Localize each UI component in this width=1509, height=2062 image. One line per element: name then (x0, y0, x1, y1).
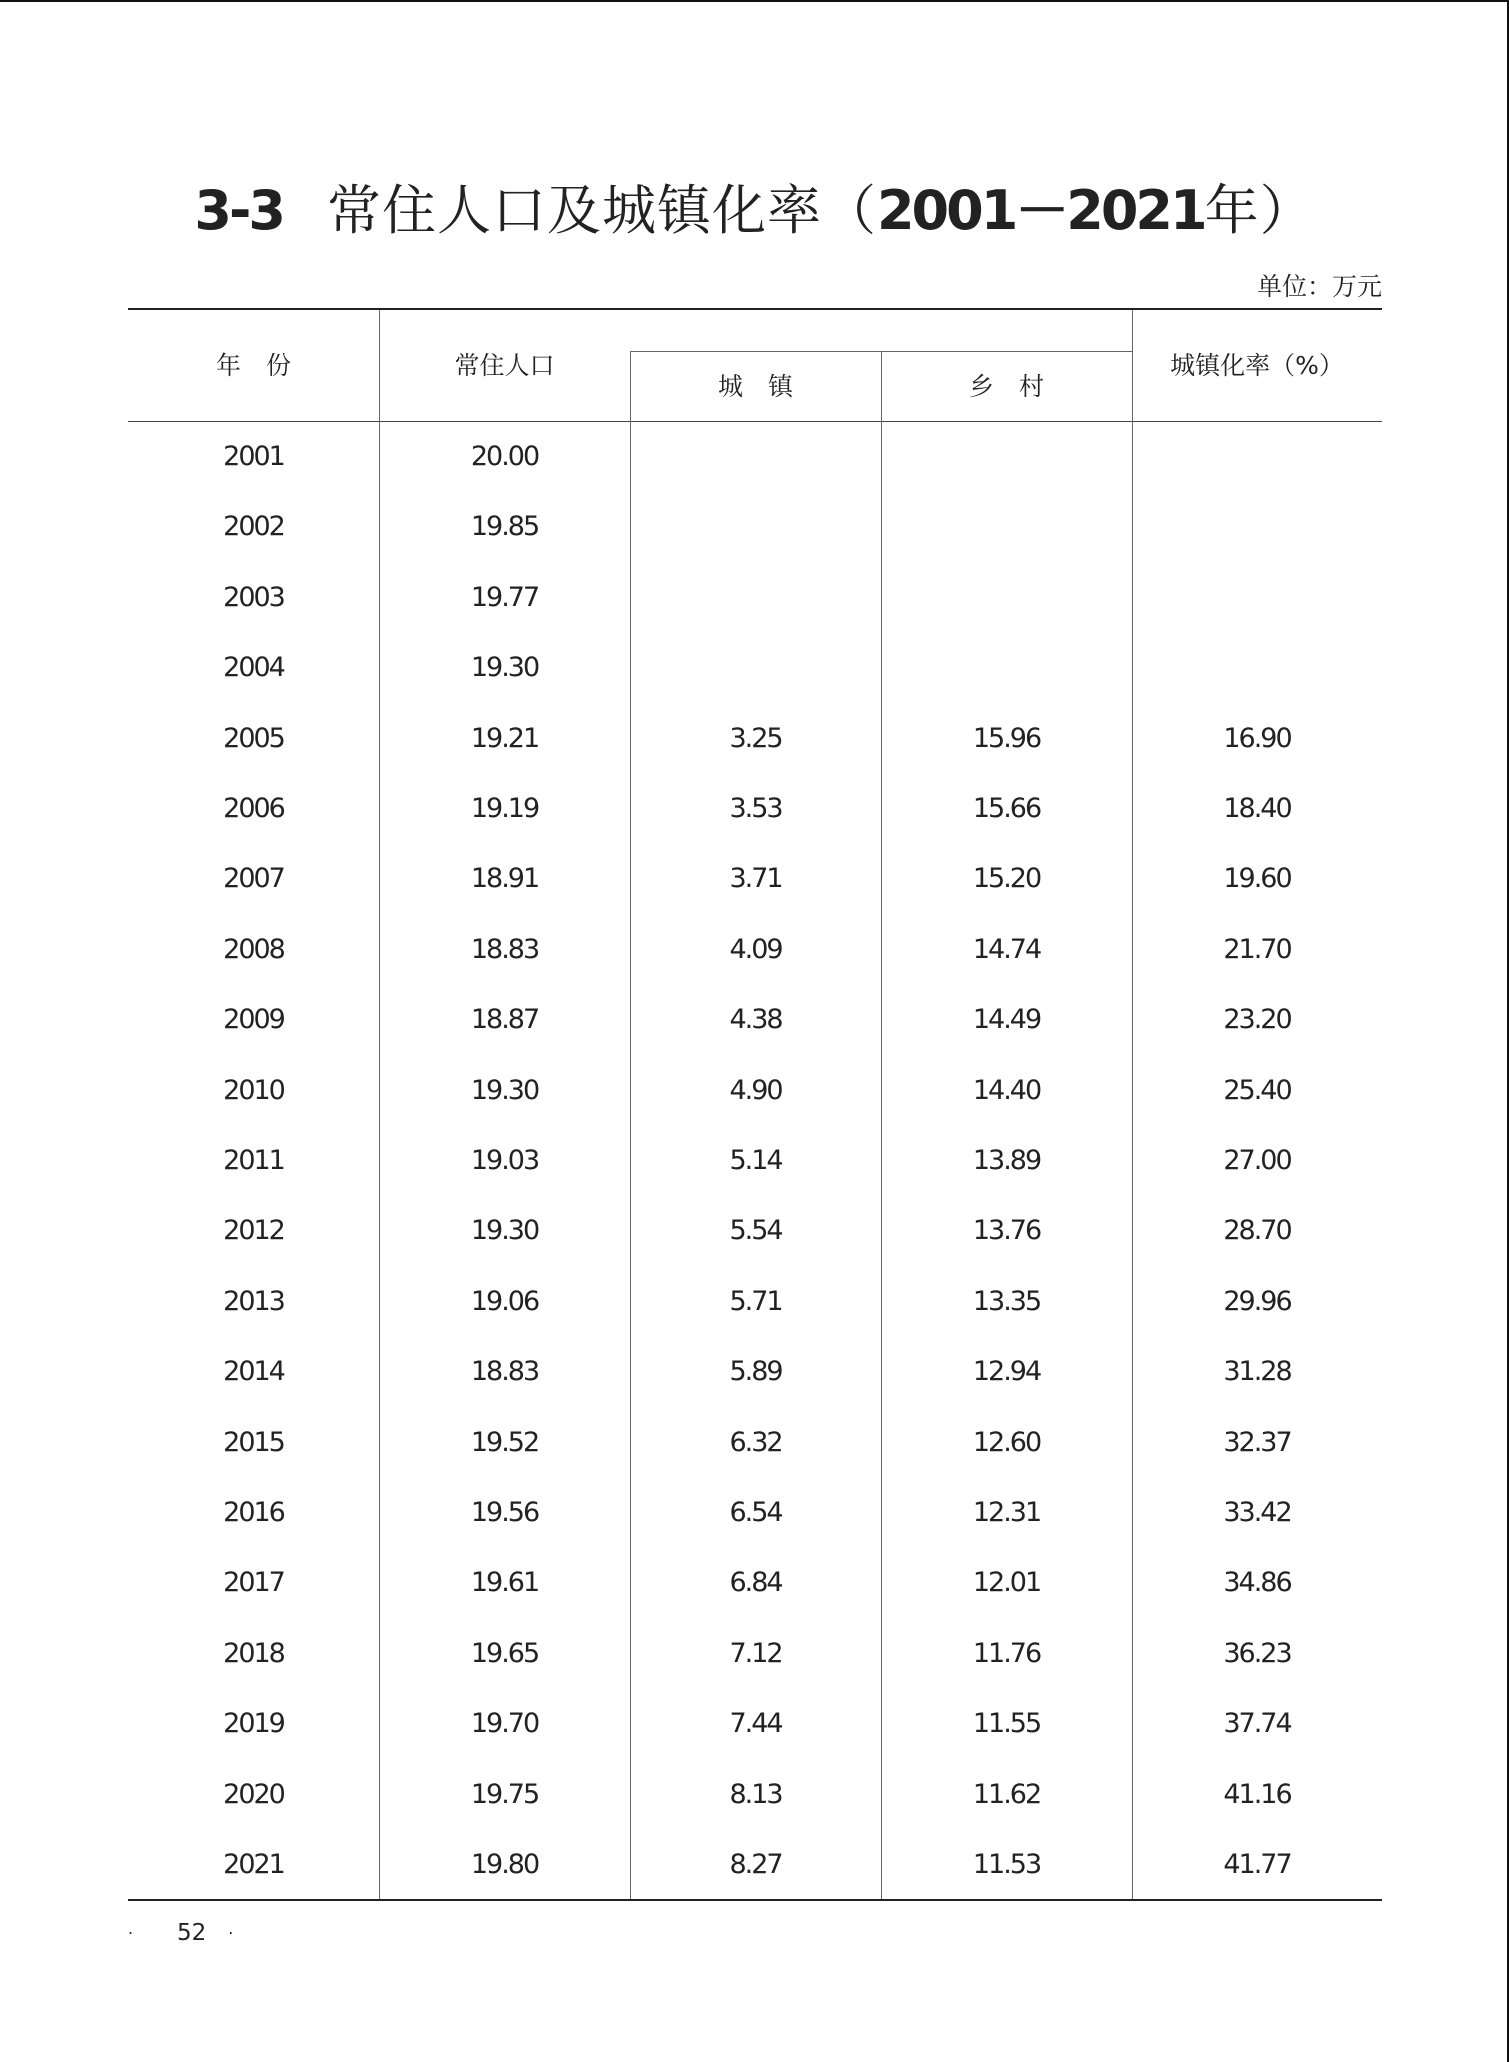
cell-urban: 8.13 (729, 1778, 782, 1810)
table-row (128, 1056, 1382, 1126)
cell-rural (881, 633, 1132, 703)
cell-population: 19.80 (470, 1849, 539, 1880)
table-row (128, 1267, 1382, 1337)
cell-population: 18.87 (470, 1004, 539, 1036)
cell-population: 19.52 (470, 1426, 539, 1458)
cell-rural: 15.20 (972, 863, 1041, 895)
cell-urbanization-rate (1132, 492, 1382, 562)
cell-rural: 11.76 (972, 1637, 1041, 1669)
cell-urbanization-rate: 29.96 (1223, 1285, 1291, 1317)
cell-population: 18.83 (470, 1356, 539, 1388)
cell-population: 19.70 (470, 1708, 539, 1740)
page-footer (128, 1917, 233, 1950)
cell-urban: 3.71 (729, 863, 782, 895)
cell-year: 2019 (223, 1708, 284, 1740)
cell-year: 2002 (223, 511, 284, 543)
cell-population: 19.30 (470, 1215, 539, 1247)
cell-rural (881, 492, 1132, 562)
cell-urbanization-rate (1132, 563, 1382, 633)
cell-year: 2012 (223, 1215, 284, 1247)
table-number: 3-3 (194, 179, 283, 242)
cell-year: 2003 (223, 581, 284, 613)
table-row (128, 1478, 1382, 1548)
cell-urbanization-rate: 16.90 (1223, 722, 1291, 754)
cell-urban: 6.84 (729, 1567, 782, 1599)
cell-urbanization-rate (1132, 633, 1382, 703)
cell-year: 2017 (223, 1567, 284, 1599)
cell-urban: 3.25 (729, 722, 782, 754)
cell-year: 2018 (223, 1637, 284, 1669)
cell-rural: 13.89 (972, 1145, 1041, 1176)
table-row (128, 422, 1382, 492)
page-title (0, 178, 1509, 244)
table-row (128, 1830, 1382, 1900)
cell-rural: 15.96 (972, 722, 1041, 754)
cell-rural (881, 422, 1132, 492)
cell-urbanization-rate (1132, 422, 1382, 492)
cell-urbanization-rate: 18.40 (1223, 793, 1291, 824)
header-year: 年 份 (215, 351, 291, 380)
cell-rural: 13.76 (972, 1215, 1041, 1247)
header-population: 常住人口 (454, 351, 555, 380)
cell-population: 19.06 (470, 1285, 539, 1317)
footer-bullet: · (228, 1923, 234, 1943)
table-row (128, 1760, 1382, 1830)
cell-urban (630, 492, 881, 562)
cell-year: 2009 (223, 1004, 284, 1036)
cell-urbanization-rate: 34.86 (1223, 1567, 1291, 1599)
table-row (128, 1196, 1382, 1266)
table-row (128, 844, 1382, 914)
cell-population: 19.85 (470, 511, 539, 543)
cell-population: 19.03 (470, 1145, 539, 1176)
cell-year: 2021 (223, 1849, 284, 1880)
table-row (128, 492, 1382, 562)
cell-year: 2016 (223, 1497, 284, 1528)
header-urban: 城 镇 (717, 372, 793, 401)
cell-rural: 13.35 (972, 1285, 1041, 1317)
cell-population: 19.65 (470, 1637, 539, 1669)
cell-urban: 5.89 (729, 1356, 782, 1388)
table-row (128, 704, 1382, 774)
cell-year: 2014 (223, 1356, 284, 1388)
cell-urban: 7.12 (729, 1637, 782, 1669)
table-top-rule (128, 308, 1382, 310)
cell-urban: 5.54 (729, 1215, 782, 1247)
footer-bullet: · (128, 1923, 134, 1943)
cell-population: 19.21 (470, 722, 539, 754)
cell-urban: 6.54 (729, 1497, 782, 1528)
page-number: 52 (176, 1920, 207, 1946)
cell-year: 2001 (223, 441, 284, 472)
unit-label: 单位：万元 (1256, 272, 1382, 301)
table-row (128, 1126, 1382, 1196)
cell-urbanization-rate: 33.42 (1223, 1497, 1291, 1528)
cell-population: 19.75 (470, 1778, 539, 1810)
cell-rural: 11.55 (972, 1708, 1041, 1740)
cell-urban: 7.44 (729, 1708, 782, 1740)
cell-urbanization-rate: 37.74 (1223, 1708, 1291, 1740)
cell-population: 18.91 (470, 863, 539, 895)
title-text: 常住人口及城镇化率（ (326, 179, 877, 242)
cell-rural (881, 563, 1132, 633)
table-row (128, 1689, 1382, 1759)
cell-rural: 14.40 (972, 1074, 1041, 1106)
cell-year: 2005 (223, 722, 284, 754)
cell-urbanization-rate: 25.40 (1223, 1074, 1291, 1106)
cell-urbanization-rate: 32.37 (1223, 1426, 1291, 1458)
title-years: 2001－2021 (876, 179, 1205, 242)
cell-urbanization-rate: 36.23 (1223, 1637, 1291, 1669)
cell-urban: 3.53 (729, 793, 782, 824)
cell-urbanization-rate: 41.16 (1223, 1778, 1291, 1810)
cell-urban (630, 633, 881, 703)
cell-urbanization-rate: 41.77 (1223, 1849, 1291, 1880)
cell-urbanization-rate: 21.70 (1223, 933, 1291, 965)
cell-population: 19.30 (470, 652, 539, 684)
cell-urbanization-rate: 27.00 (1223, 1145, 1291, 1176)
table-row (128, 1548, 1382, 1618)
table-row (128, 1337, 1382, 1407)
cell-year: 2006 (223, 793, 284, 824)
cell-population: 18.83 (470, 933, 539, 965)
header-urbanization-rate: 城镇化率（%） (1170, 351, 1344, 380)
cell-urbanization-rate: 28.70 (1223, 1215, 1291, 1247)
cell-rural: 11.53 (972, 1849, 1041, 1880)
cell-urban: 6.32 (729, 1426, 782, 1458)
cell-urban: 4.38 (729, 1004, 782, 1036)
cell-population: 19.19 (470, 793, 539, 824)
cell-rural: 14.74 (972, 933, 1041, 965)
table-row (128, 1619, 1382, 1689)
cell-urban: 4.09 (729, 933, 782, 965)
cell-year: 2004 (223, 652, 284, 684)
cell-population: 19.61 (470, 1567, 539, 1599)
cell-year: 2008 (223, 933, 284, 965)
cell-year: 2010 (223, 1074, 284, 1106)
cell-urbanization-rate: 19.60 (1223, 863, 1291, 895)
table-row (128, 915, 1382, 985)
cell-year: 2013 (223, 1285, 284, 1317)
cell-population: 20.00 (470, 441, 539, 472)
cell-population: 19.56 (470, 1497, 539, 1528)
table-row (128, 1408, 1382, 1478)
cell-rural: 12.60 (972, 1426, 1041, 1458)
table-row (128, 774, 1382, 844)
cell-year: 2015 (223, 1426, 284, 1458)
cell-population: 19.30 (470, 1074, 539, 1106)
cell-urban: 5.14 (729, 1145, 782, 1176)
cell-rural: 12.31 (972, 1497, 1041, 1528)
cell-urban: 4.90 (729, 1074, 782, 1106)
header-rural: 乡 村 (968, 372, 1044, 401)
cell-year: 2007 (223, 863, 284, 895)
cell-urbanization-rate: 31.28 (1223, 1356, 1291, 1388)
table-row (128, 633, 1382, 703)
cell-rural: 12.94 (972, 1356, 1041, 1388)
cell-rural: 15.66 (972, 793, 1041, 824)
title-suffix: 年） (1204, 179, 1315, 242)
cell-urban: 8.27 (729, 1849, 782, 1880)
cell-population: 19.77 (470, 581, 539, 613)
cell-urbanization-rate: 23.20 (1223, 1004, 1291, 1036)
cell-year: 2020 (223, 1778, 284, 1810)
cell-rural: 11.62 (972, 1778, 1041, 1810)
table-row (128, 985, 1382, 1055)
table-row (128, 563, 1382, 633)
cell-year: 2011 (223, 1145, 284, 1176)
cell-rural: 14.49 (972, 1004, 1041, 1036)
cell-urban: 5.71 (729, 1285, 782, 1317)
cell-rural: 12.01 (972, 1567, 1041, 1599)
cell-urban (630, 563, 881, 633)
cell-urban (630, 422, 881, 492)
